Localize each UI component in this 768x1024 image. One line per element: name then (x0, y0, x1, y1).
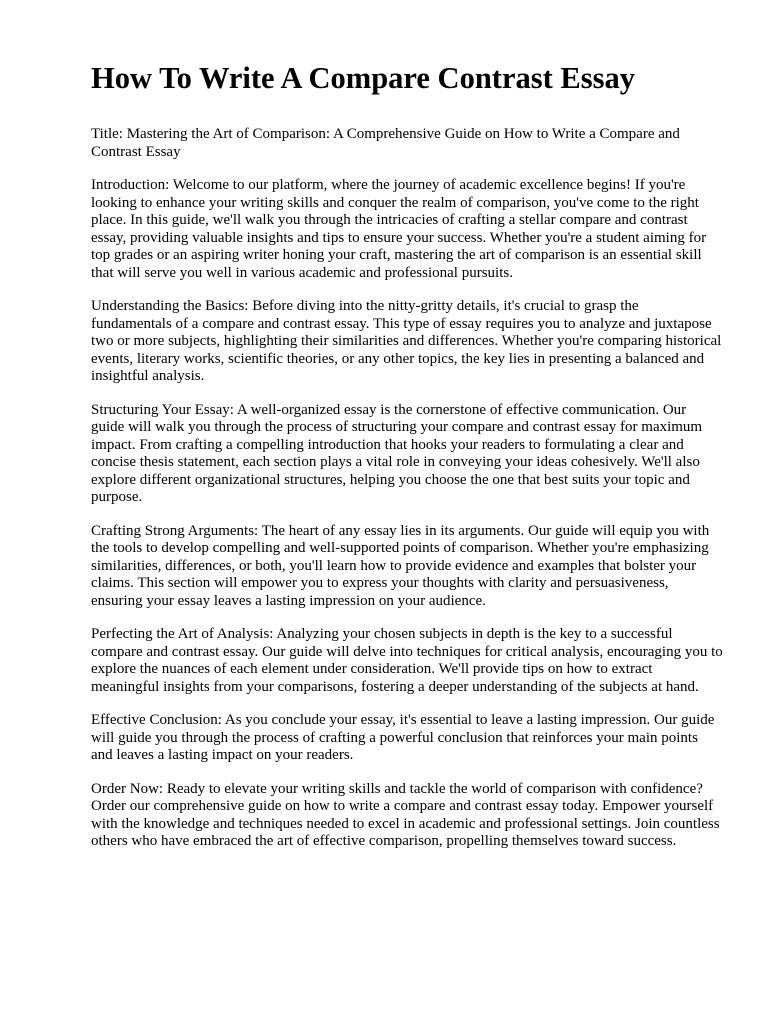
paragraph-understanding-basics: Understanding the Basics: Before diving into the nitty-gritty details, it's crucial to grasp the fundamentals of a compare and contrast essay. This type of essay requires you to analyze and juxtapose two or more subjects, highlighting their similarities and differences. Whether you're comparing historical events, literary works, scientific theories, or any other topics, the key lies in presenting a balanced and insightful analysis. (91, 298, 722, 384)
paragraph-perfecting-analysis: Perfecting the Art of Analysis: Analyzing your chosen subjects in depth is the key to a successful compare and contrast essay. Our guide will delve into techniques for critical analysis, encouraging you to explore the nuances of each element under consideration. We'll provide tips on how to extract meaningful insights from your comparisons, fostering a deeper understanding of the subjects at hand. (91, 626, 723, 695)
paragraph-title-line: Title: Mastering the Art of Comparison: A Comprehensive Guide on How to Write a Compare and Contrast Essay (91, 126, 680, 160)
paragraph-structuring-essay: Structuring Your Essay: A well-organized essay is the cornerstone of effective communication. Our guide will walk you through the process of structuring your compare and contrast essay for maximum impact. From crafting a compelling introduction that hooks your readers to formulating a clear and concise thesis statement, each section plays a vital role in conveying your ideas cohesively. We'll also explore different organizational structures, helping you choose the one that best suits your topic and purpose. (91, 401, 703, 505)
paragraph-order-now: Order Now: Ready to elevate your writing skills and tackle the world of comparison with confidence? Order our comprehensive guide on how to write a compare and contrast essay today. Empower yourself with the knowledge and techniques needed to excel in academic and professional settings. Join countless others who have embraced the art of effective comparison, propelling themselves toward success. (91, 780, 720, 849)
paragraph-introduction: Introduction: Welcome to our platform, where the journey of academic excellence begins! If you're looking to enhance your writing skills and conquer the realm of comparison, you've come to the right place. In this guide, we'll walk you through the intricacies of crafting a stellar compare and contrast essay, providing valuable insights and tips to ensure your success. Whether you're a student aiming for top grades or an aspiring writer honing your craft, mastering the art of comparison is an essential skill that will serve you well in various academic and professional pursuits. (91, 177, 707, 281)
paragraph-effective-conclusion: Effective Conclusion: As you conclude your essay, it's essential to leave a lasting impression. Our guide will guide you through the process of crafting a powerful conclusion that reinforces your main points and leaves a lasting impact on your readers. (91, 712, 715, 763)
paragraph-crafting-arguments: Crafting Strong Arguments: The heart of any essay lies in its arguments. Our guide will equip you with the tools to develop compelling and well-supported points of comparison. Whether you're emphasizing similarities, differences, or both, you'll learn how to provide evidence and examples that bolster your claims. This section will empower you to express your thoughts with clarity and persuasiveness, ensuring your essay leaves a lasting impression on your audience. (91, 522, 710, 609)
document-body (91, 126, 723, 867)
document-title: How To Write A Compare Contrast Essay (91, 61, 635, 95)
